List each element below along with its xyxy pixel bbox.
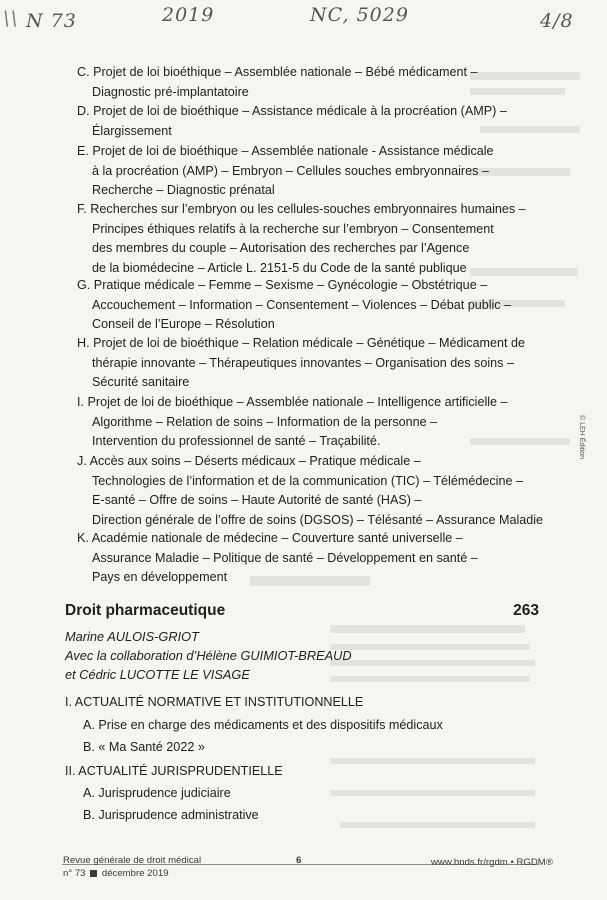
footer-issue [63,868,169,879]
author-name: Avec la collaboration d’Hélène GUIMIOT-BREAUD [65,648,352,663]
entry-line: J. Accès aux soins – Déserts médicaux – Pratique médicale – [77,454,421,468]
footer-issue-date: décembre 2019 [101,868,169,879]
handwritten-folio: 4/8 [540,10,574,32]
entry-line: Accouchement – Information – Consentement – Violences – Débat public – [92,297,512,312]
footer-page-number: 6 [296,855,302,866]
entry-line: E. Projet de loi de bioéthique – Assemblée nationale - Assistance médicale [77,144,494,158]
list-item [77,393,532,452]
entry-line: à la procréation (AMP) – Embryon – Cellules souches embryonnaires – [92,163,489,178]
entry-line: Pays en développement [92,570,228,584]
entry-line: I. Projet de loi de bioéthique – Assemblée nationale – Intelligence artificielle – [77,395,508,409]
outline-item: A. Prise en charge des médicaments et des dispositifs médicaux [83,718,443,732]
handwritten-year: 2019 [162,4,215,26]
outline-item: B. « Ma Santé 2022 » [83,740,205,754]
footer-website: www.bnds.fr/rgdm • RGDM® [431,857,553,868]
entry-line: Direction générale de l’offre de soins (DGSOS) – Télésanté – Assurance Maladie [92,512,544,527]
entry-line: thérapie innovante – Thérapeutiques innovantes – Organisation des soins – [92,355,514,370]
square-bullet-icon [90,870,97,877]
author-name: Marine AULOIS-GRIOT [65,629,199,644]
author-list [65,627,352,684]
bleed-through-block [330,790,535,796]
list-item [77,276,532,335]
entry-line: K. Académie nationale de médecine – Couverture santé universelle – [77,531,463,545]
entry-line: Recherche – Diagnostic prénatal [92,183,275,197]
entry-line: de la biomédecine – Article L. 2151-5 du Code de la santé publique [92,260,467,275]
entry-line: E-santé – Offre de soins – Haute Autorité de santé (HAS) – [92,493,422,507]
list-item [77,452,544,530]
copyright-note: © LEH Édition [578,415,585,460]
handwritten-corner-mark: \\ [3,6,19,30]
list-item [77,63,532,102]
entry-line: des membres du couple – Autorisation des recherches par l’Agence [92,241,470,255]
outline-item: A. Jurisprudence judiciaire [83,786,231,800]
list-item [77,529,532,588]
entry-line: C. Projet de loi bioéthique – Assemblée nationale – Bébé médicament – [77,65,478,79]
footer-journal: Revue générale de droit médical [63,855,202,866]
entry-line: Intervention du professionnel de santé – Traçabilité. [92,434,381,448]
bleed-through-block [340,822,535,828]
bleed-through-block [330,758,535,764]
entry-line: Technologies de l’information et de la communication (TIC) – Télémédecine – [92,473,523,488]
section-page-number: 263 [513,602,539,619]
author-name: et Cédric LUCOTTE LE VISAGE [65,667,250,682]
entry-line: Principes éthiques relatifs à la recherche sur l’embryon – Consentement [92,221,494,236]
outline-part-heading: II. ACTUALITÉ JURISPRUDENTIELLE [65,764,283,778]
entry-line: Sécurité sanitaire [92,375,190,389]
entry-line: D. Projet de loi de bioéthique – Assistance médicale à la procréation (AMP) – [77,104,507,118]
entry-line: Élargissement [92,123,172,138]
bleed-through-block [330,625,525,633]
list-item [77,102,532,141]
outline-item: B. Jurisprudence administrative [83,808,259,822]
list-item [77,334,532,393]
handwritten-issue: N 73 [26,10,77,32]
entry-line: Diagnostic pré-implantatoire [92,84,249,99]
bleed-through-block [330,644,530,650]
entry-line: Conseil de l’Europe – Résolution [92,317,275,331]
entry-line: H. Projet de loi de bioéthique – Relation médicale – Génétique – Médicament de [77,336,526,350]
list-item [77,200,532,278]
entry-line: Assurance Maladie – Politique de santé – Développement en santé – [92,550,478,565]
entry-line: G. Pratique médicale – Femme – Sexisme – Gynécologie – Obstétrique – [77,278,488,292]
bleed-through-block [330,660,535,666]
footer-issue-number: n° 73 [63,868,86,879]
list-item [77,142,532,201]
section-title: Droit pharmaceutique [65,602,226,619]
entry-line: Algorithme – Relation de soins – Information de la personne – [92,414,438,429]
bleed-through-block [330,676,530,682]
outline-part-heading: I. ACTUALITÉ NORMATIVE ET INSTITUTIONNELLE [65,695,364,709]
entry-line: F. Recherches sur l’embryon ou les cellules-souches embryonnaires humaines – [77,202,526,216]
handwritten-reference: NC, 5029 [310,4,409,26]
